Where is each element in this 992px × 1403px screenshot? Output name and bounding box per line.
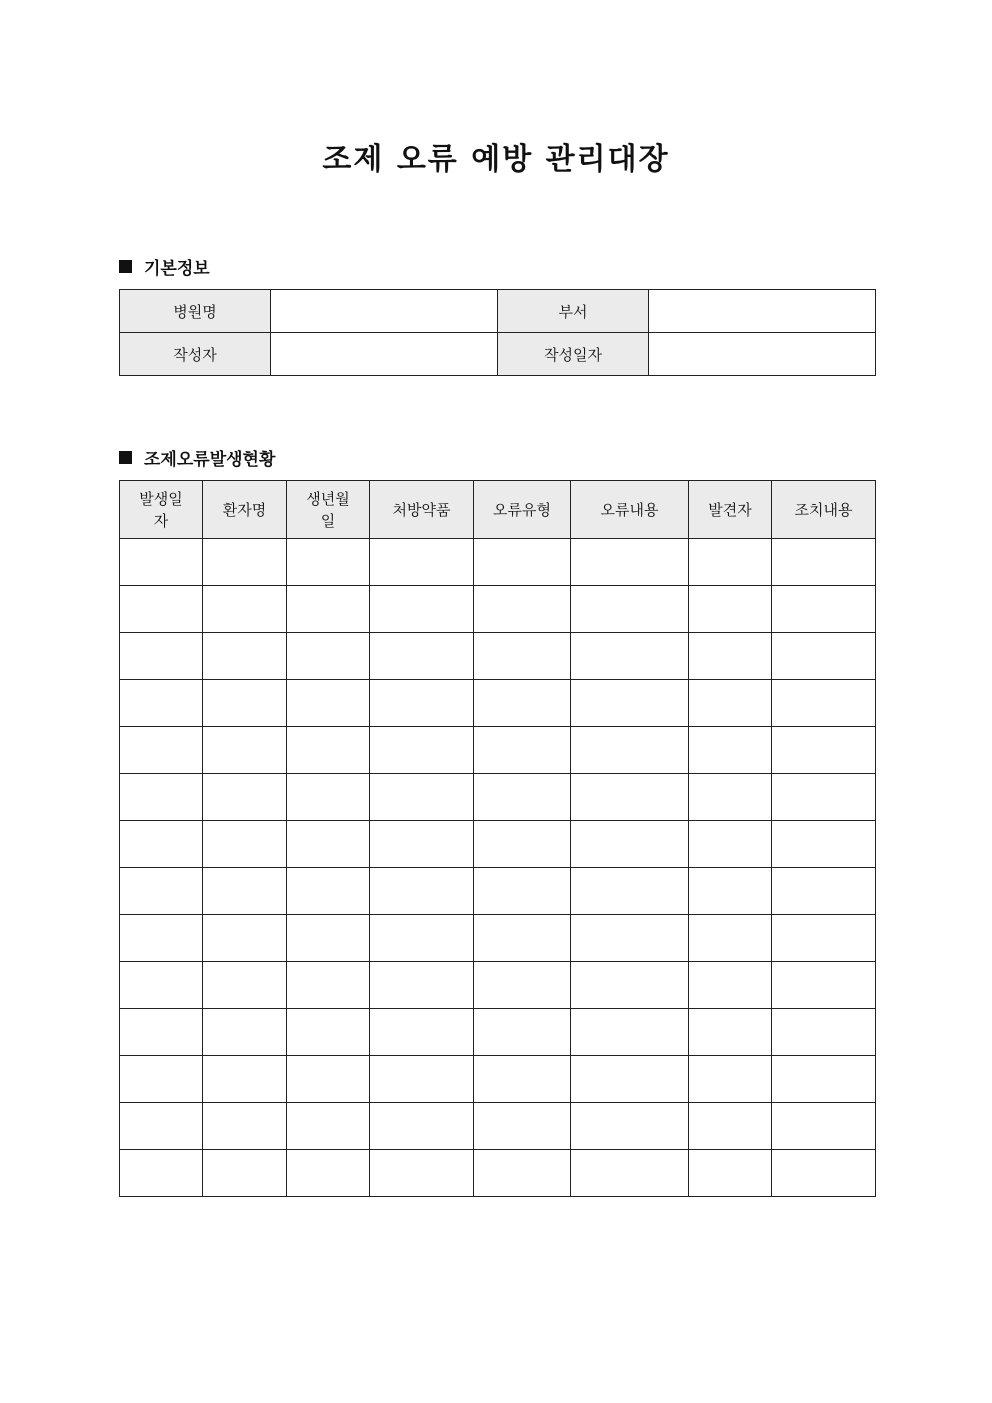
square-bullet-icon bbox=[119, 260, 132, 273]
cell-prescribed-drug[interactable] bbox=[370, 821, 474, 868]
cell-error-type[interactable] bbox=[474, 1056, 571, 1103]
cell-prescribed-drug[interactable] bbox=[370, 680, 474, 727]
cell-error-type[interactable] bbox=[474, 1150, 571, 1197]
cell-occurrence-date[interactable] bbox=[120, 727, 203, 774]
cell-birth-date[interactable] bbox=[287, 727, 370, 774]
table-row bbox=[120, 680, 876, 727]
section-heading-label: 기본정보 bbox=[144, 259, 210, 279]
square-bullet-icon bbox=[119, 451, 132, 464]
cell-discoverer[interactable] bbox=[689, 774, 772, 821]
cell-birth-date[interactable] bbox=[287, 1009, 370, 1056]
table-row bbox=[120, 774, 876, 821]
cell-action-taken[interactable] bbox=[772, 962, 876, 1009]
page-title: 조제 오류 예방 관리대장 bbox=[322, 142, 670, 177]
column-header-action-taken: 조치내용 bbox=[772, 481, 876, 539]
table-row bbox=[120, 1103, 876, 1150]
cell-occurrence-date[interactable] bbox=[120, 868, 203, 915]
cell-patient-name[interactable] bbox=[203, 633, 287, 680]
cell-action-taken[interactable] bbox=[772, 586, 876, 633]
table-row bbox=[120, 539, 876, 586]
cell-birth-date[interactable] bbox=[287, 915, 370, 962]
cell-error-type[interactable] bbox=[474, 727, 571, 774]
cell-birth-date[interactable] bbox=[287, 962, 370, 1009]
cell-prescribed-drug[interactable] bbox=[370, 962, 474, 1009]
cell-prescribed-drug[interactable] bbox=[370, 868, 474, 915]
section-heading-label: 조제오류발생현황 bbox=[144, 450, 276, 470]
cell-discoverer[interactable] bbox=[689, 1150, 772, 1197]
cell-discoverer[interactable] bbox=[689, 727, 772, 774]
cell-discoverer[interactable] bbox=[689, 821, 772, 868]
cell-patient-name[interactable] bbox=[203, 962, 287, 1009]
error-log-table bbox=[119, 480, 876, 1197]
cell-prescribed-drug[interactable] bbox=[370, 633, 474, 680]
cell-discoverer[interactable] bbox=[689, 586, 772, 633]
cell-action-taken[interactable] bbox=[772, 1056, 876, 1103]
cell-error-type[interactable] bbox=[474, 586, 571, 633]
cell-error-type[interactable] bbox=[474, 774, 571, 821]
cell-prescribed-drug[interactable] bbox=[370, 774, 474, 821]
cell-birth-date[interactable] bbox=[287, 680, 370, 727]
table-row bbox=[120, 962, 876, 1009]
column-header-discoverer: 발견자 bbox=[689, 481, 772, 539]
cell-birth-date[interactable] bbox=[287, 821, 370, 868]
department-label: 부서 bbox=[498, 290, 649, 333]
cell-error-type[interactable] bbox=[474, 1009, 571, 1056]
cell-prescribed-drug[interactable] bbox=[370, 539, 474, 586]
cell-error-content[interactable] bbox=[571, 1056, 689, 1103]
cell-error-content[interactable] bbox=[571, 915, 689, 962]
column-header-error-type: 오류유형 bbox=[474, 481, 571, 539]
cell-occurrence-date[interactable] bbox=[120, 539, 203, 586]
cell-error-content[interactable] bbox=[571, 539, 689, 586]
cell-action-taken[interactable] bbox=[772, 868, 876, 915]
cell-discoverer[interactable] bbox=[689, 1056, 772, 1103]
cell-discoverer[interactable] bbox=[689, 539, 772, 586]
table-row bbox=[120, 1150, 876, 1197]
cell-patient-name[interactable] bbox=[203, 1103, 287, 1150]
cell-birth-date[interactable] bbox=[287, 539, 370, 586]
department-field[interactable] bbox=[649, 290, 876, 333]
cell-prescribed-drug[interactable] bbox=[370, 1150, 474, 1197]
cell-error-type[interactable] bbox=[474, 962, 571, 1009]
cell-discoverer[interactable] bbox=[689, 915, 772, 962]
cell-patient-name[interactable] bbox=[203, 1009, 287, 1056]
column-header-occurrence-date: 발생일 자 bbox=[120, 481, 203, 539]
author-label: 작성자 bbox=[120, 333, 271, 376]
cell-birth-date[interactable] bbox=[287, 1103, 370, 1150]
cell-patient-name[interactable] bbox=[203, 586, 287, 633]
cell-action-taken[interactable] bbox=[772, 633, 876, 680]
cell-error-type[interactable] bbox=[474, 821, 571, 868]
cell-error-content[interactable] bbox=[571, 1009, 689, 1056]
cell-occurrence-date[interactable] bbox=[120, 962, 203, 1009]
cell-error-type[interactable] bbox=[474, 868, 571, 915]
cell-error-type[interactable] bbox=[474, 680, 571, 727]
cell-action-taken[interactable] bbox=[772, 1103, 876, 1150]
cell-error-content[interactable] bbox=[571, 727, 689, 774]
cell-occurrence-date[interactable] bbox=[120, 1150, 203, 1197]
cell-occurrence-date[interactable] bbox=[120, 1056, 203, 1103]
table-row bbox=[120, 821, 876, 868]
cell-error-content[interactable] bbox=[571, 868, 689, 915]
table-header-row bbox=[120, 481, 876, 539]
cell-occurrence-date[interactable] bbox=[120, 633, 203, 680]
cell-error-content[interactable] bbox=[571, 962, 689, 1009]
section-heading-basic-info bbox=[119, 254, 210, 279]
cell-prescribed-drug[interactable] bbox=[370, 727, 474, 774]
cell-occurrence-date[interactable] bbox=[120, 915, 203, 962]
cell-action-taken[interactable] bbox=[772, 727, 876, 774]
cell-error-content[interactable] bbox=[571, 586, 689, 633]
table-row bbox=[120, 868, 876, 915]
cell-occurrence-date[interactable] bbox=[120, 1009, 203, 1056]
hospital-name-field[interactable] bbox=[271, 290, 498, 333]
section-heading-error-log bbox=[119, 445, 275, 470]
cell-discoverer[interactable] bbox=[689, 1009, 772, 1056]
cell-birth-date[interactable] bbox=[287, 586, 370, 633]
cell-discoverer[interactable] bbox=[689, 868, 772, 915]
table-row bbox=[120, 633, 876, 680]
cell-prescribed-drug[interactable] bbox=[370, 915, 474, 962]
cell-birth-date[interactable] bbox=[287, 774, 370, 821]
cell-action-taken[interactable] bbox=[772, 1009, 876, 1056]
cell-action-taken[interactable] bbox=[772, 539, 876, 586]
table-row bbox=[120, 727, 876, 774]
table-row bbox=[120, 915, 876, 962]
cell-error-type[interactable] bbox=[474, 1103, 571, 1150]
cell-error-content[interactable] bbox=[571, 821, 689, 868]
cell-patient-name[interactable] bbox=[203, 821, 287, 868]
cell-patient-name[interactable] bbox=[203, 915, 287, 962]
cell-prescribed-drug[interactable] bbox=[370, 1103, 474, 1150]
cell-error-content[interactable] bbox=[571, 774, 689, 821]
column-header-birth-date: 생년월 일 bbox=[287, 481, 370, 539]
cell-occurrence-date[interactable] bbox=[120, 774, 203, 821]
cell-patient-name[interactable] bbox=[203, 727, 287, 774]
date-written-field[interactable] bbox=[649, 333, 876, 376]
cell-prescribed-drug[interactable] bbox=[370, 1056, 474, 1103]
cell-occurrence-date[interactable] bbox=[120, 821, 203, 868]
hospital-name-label: 병원명 bbox=[120, 290, 271, 333]
cell-birth-date[interactable] bbox=[287, 1056, 370, 1103]
cell-occurrence-date[interactable] bbox=[120, 680, 203, 727]
cell-error-type[interactable] bbox=[474, 539, 571, 586]
cell-error-content[interactable] bbox=[571, 1150, 689, 1197]
table-row bbox=[120, 290, 876, 333]
cell-discoverer[interactable] bbox=[689, 1103, 772, 1150]
cell-patient-name[interactable] bbox=[203, 1056, 287, 1103]
cell-occurrence-date[interactable] bbox=[120, 1103, 203, 1150]
cell-error-type[interactable] bbox=[474, 915, 571, 962]
column-header-error-content: 오류내용 bbox=[571, 481, 689, 539]
cell-action-taken[interactable] bbox=[772, 774, 876, 821]
cell-patient-name[interactable] bbox=[203, 774, 287, 821]
table-row bbox=[120, 1009, 876, 1056]
cell-error-content[interactable] bbox=[571, 633, 689, 680]
table-row bbox=[120, 586, 876, 633]
cell-error-type[interactable] bbox=[474, 633, 571, 680]
cell-action-taken[interactable] bbox=[772, 915, 876, 962]
cell-occurrence-date[interactable] bbox=[120, 586, 203, 633]
cell-prescribed-drug[interactable] bbox=[370, 586, 474, 633]
column-header-prescribed-drug: 처방약품 bbox=[370, 481, 474, 539]
cell-discoverer[interactable] bbox=[689, 633, 772, 680]
date-written-label: 작성일자 bbox=[498, 333, 649, 376]
cell-action-taken[interactable] bbox=[772, 1150, 876, 1197]
column-header-patient-name: 환자명 bbox=[203, 481, 287, 539]
cell-patient-name[interactable] bbox=[203, 868, 287, 915]
cell-patient-name[interactable] bbox=[203, 1150, 287, 1197]
cell-birth-date[interactable] bbox=[287, 868, 370, 915]
cell-birth-date[interactable] bbox=[287, 1150, 370, 1197]
cell-patient-name[interactable] bbox=[203, 680, 287, 727]
cell-error-content[interactable] bbox=[571, 1103, 689, 1150]
table-row bbox=[120, 333, 876, 376]
cell-action-taken[interactable] bbox=[772, 680, 876, 727]
cell-discoverer[interactable] bbox=[689, 962, 772, 1009]
cell-discoverer[interactable] bbox=[689, 680, 772, 727]
cell-error-content[interactable] bbox=[571, 680, 689, 727]
basic-info-table bbox=[119, 289, 876, 376]
cell-birth-date[interactable] bbox=[287, 633, 370, 680]
cell-prescribed-drug[interactable] bbox=[370, 1009, 474, 1056]
table-row bbox=[120, 1056, 876, 1103]
author-field[interactable] bbox=[271, 333, 498, 376]
cell-patient-name[interactable] bbox=[203, 539, 287, 586]
cell-action-taken[interactable] bbox=[772, 821, 876, 868]
